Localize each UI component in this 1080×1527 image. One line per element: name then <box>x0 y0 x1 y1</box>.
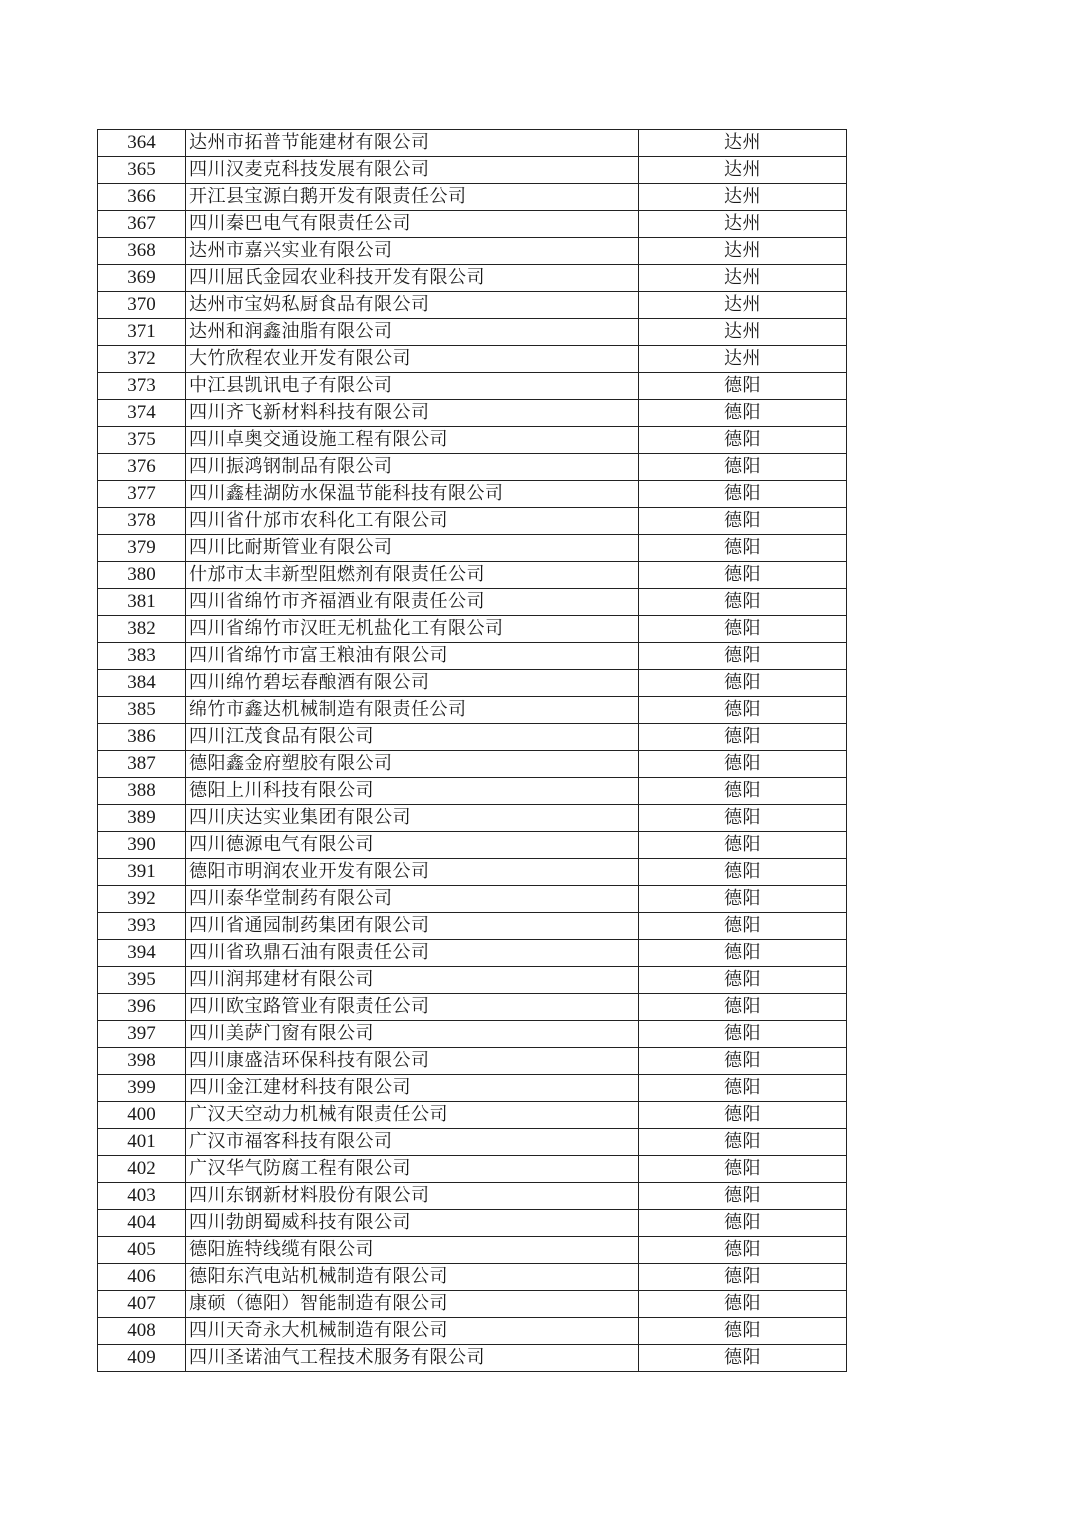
company-name-cell: 四川振鸿钢制品有限公司 <box>186 454 639 481</box>
row-number-cell: 408 <box>98 1318 186 1345</box>
table-row <box>98 616 847 643</box>
row-number-cell: 406 <box>98 1264 186 1291</box>
company-name-cell: 什邡市太丰新型阻燃剂有限责任公司 <box>186 562 639 589</box>
table-row <box>98 724 847 751</box>
row-number-cell: 385 <box>98 697 186 724</box>
city-cell: 德阳 <box>639 454 847 481</box>
row-number-cell: 405 <box>98 1237 186 1264</box>
city-cell: 德阳 <box>639 589 847 616</box>
row-number-cell: 398 <box>98 1048 186 1075</box>
row-number-cell: 386 <box>98 724 186 751</box>
table-row <box>98 1237 847 1264</box>
table-row <box>98 508 847 535</box>
row-number-cell: 409 <box>98 1345 186 1372</box>
company-name-cell: 中江县凯讯电子有限公司 <box>186 373 639 400</box>
company-name-cell: 四川美萨门窗有限公司 <box>186 1021 639 1048</box>
company-name-cell: 四川秦巴电气有限责任公司 <box>186 211 639 238</box>
row-number-cell: 374 <box>98 400 186 427</box>
table-row <box>98 886 847 913</box>
row-number-cell: 375 <box>98 427 186 454</box>
row-number-cell: 384 <box>98 670 186 697</box>
company-name-cell: 四川省通园制药集团有限公司 <box>186 913 639 940</box>
company-name-cell: 广汉天空动力机械有限责任公司 <box>186 1102 639 1129</box>
city-cell: 德阳 <box>639 967 847 994</box>
row-number-cell: 389 <box>98 805 186 832</box>
table-row <box>98 643 847 670</box>
row-number-cell: 378 <box>98 508 186 535</box>
city-cell: 德阳 <box>639 1210 847 1237</box>
row-number-cell: 394 <box>98 940 186 967</box>
city-cell: 德阳 <box>639 886 847 913</box>
table-row <box>98 292 847 319</box>
table-row <box>98 454 847 481</box>
table-row <box>98 1102 847 1129</box>
row-number-cell: 364 <box>98 130 186 157</box>
company-name-cell: 四川省玖鼎石油有限责任公司 <box>186 940 639 967</box>
table-row <box>98 859 847 886</box>
table-row <box>98 913 847 940</box>
city-cell: 达州 <box>639 130 847 157</box>
company-name-cell: 广汉华气防腐工程有限公司 <box>186 1156 639 1183</box>
row-number-cell: 390 <box>98 832 186 859</box>
city-cell: 达州 <box>639 157 847 184</box>
city-cell: 德阳 <box>639 832 847 859</box>
table-row <box>98 1021 847 1048</box>
company-name-cell: 四川勃朗蜀威科技有限公司 <box>186 1210 639 1237</box>
row-number-cell: 393 <box>98 913 186 940</box>
company-name-cell: 四川省绵竹市汉旺无机盐化工有限公司 <box>186 616 639 643</box>
company-name-cell: 四川卓奥交通设施工程有限公司 <box>186 427 639 454</box>
table-row <box>98 1210 847 1237</box>
table-row <box>98 400 847 427</box>
table-row <box>98 994 847 1021</box>
table-row <box>98 157 847 184</box>
city-cell: 德阳 <box>639 400 847 427</box>
city-cell: 德阳 <box>639 508 847 535</box>
city-cell: 德阳 <box>639 940 847 967</box>
city-cell: 德阳 <box>639 994 847 1021</box>
company-name-cell: 绵竹市鑫达机械制造有限责任公司 <box>186 697 639 724</box>
city-cell: 达州 <box>639 319 847 346</box>
row-number-cell: 402 <box>98 1156 186 1183</box>
table-row <box>98 778 847 805</box>
table-row <box>98 130 847 157</box>
company-name-cell: 四川金江建材科技有限公司 <box>186 1075 639 1102</box>
table-row <box>98 1183 847 1210</box>
company-name-cell: 德阳上川科技有限公司 <box>186 778 639 805</box>
table-row <box>98 967 847 994</box>
company-name-cell: 四川康盛洁环保科技有限公司 <box>186 1048 639 1075</box>
company-name-cell: 四川省什邡市农科化工有限公司 <box>186 508 639 535</box>
company-name-cell: 德阳鑫金府塑胶有限公司 <box>186 751 639 778</box>
company-name-cell: 大竹欣程农业开发有限公司 <box>186 346 639 373</box>
city-cell: 德阳 <box>639 1291 847 1318</box>
city-cell: 达州 <box>639 346 847 373</box>
row-number-cell: 383 <box>98 643 186 670</box>
city-cell: 达州 <box>639 265 847 292</box>
company-name-cell: 开江县宝源白鹅开发有限责任公司 <box>186 184 639 211</box>
row-number-cell: 382 <box>98 616 186 643</box>
city-cell: 德阳 <box>639 643 847 670</box>
table-row <box>98 832 847 859</box>
table-row <box>98 697 847 724</box>
row-number-cell: 380 <box>98 562 186 589</box>
city-cell: 德阳 <box>639 724 847 751</box>
table-row <box>98 184 847 211</box>
city-cell: 德阳 <box>639 697 847 724</box>
row-number-cell: 381 <box>98 589 186 616</box>
table-row <box>98 1318 847 1345</box>
table-row <box>98 535 847 562</box>
company-name-cell: 四川天奇永大机械制造有限公司 <box>186 1318 639 1345</box>
company-name-cell: 四川润邦建材有限公司 <box>186 967 639 994</box>
row-number-cell: 372 <box>98 346 186 373</box>
company-name-cell: 四川汉麦克科技发展有限公司 <box>186 157 639 184</box>
city-cell: 德阳 <box>639 1183 847 1210</box>
city-cell: 德阳 <box>639 859 847 886</box>
table-row <box>98 427 847 454</box>
table-row <box>98 589 847 616</box>
company-name-cell: 四川德源电气有限公司 <box>186 832 639 859</box>
company-name-cell: 四川江茂食品有限公司 <box>186 724 639 751</box>
table-row <box>98 265 847 292</box>
city-cell: 德阳 <box>639 1129 847 1156</box>
row-number-cell: 401 <box>98 1129 186 1156</box>
city-cell: 德阳 <box>639 778 847 805</box>
company-name-cell: 四川东钢新材料股份有限公司 <box>186 1183 639 1210</box>
table-row <box>98 1075 847 1102</box>
row-number-cell: 392 <box>98 886 186 913</box>
row-number-cell: 370 <box>98 292 186 319</box>
company-name-cell: 四川屈氏金园农业科技开发有限公司 <box>186 265 639 292</box>
company-name-cell: 广汉市福客科技有限公司 <box>186 1129 639 1156</box>
company-name-cell: 四川比耐斯管业有限公司 <box>186 535 639 562</box>
company-name-cell: 四川绵竹碧坛春酿酒有限公司 <box>186 670 639 697</box>
city-cell: 达州 <box>639 184 847 211</box>
city-cell: 德阳 <box>639 805 847 832</box>
table-row <box>98 346 847 373</box>
row-number-cell: 368 <box>98 238 186 265</box>
city-cell: 达州 <box>639 211 847 238</box>
row-number-cell: 396 <box>98 994 186 1021</box>
table-row <box>98 940 847 967</box>
row-number-cell: 397 <box>98 1021 186 1048</box>
city-cell: 德阳 <box>639 1237 847 1264</box>
company-name-cell: 康硕（德阳）智能制造有限公司 <box>186 1291 639 1318</box>
table-row <box>98 211 847 238</box>
city-cell: 德阳 <box>639 616 847 643</box>
company-name-cell: 达州市宝妈私厨食品有限公司 <box>186 292 639 319</box>
row-number-cell: 365 <box>98 157 186 184</box>
table-row <box>98 481 847 508</box>
city-cell: 德阳 <box>639 1102 847 1129</box>
row-number-cell: 371 <box>98 319 186 346</box>
city-cell: 德阳 <box>639 1075 847 1102</box>
row-number-cell: 379 <box>98 535 186 562</box>
company-name-cell: 达州市拓普节能建材有限公司 <box>186 130 639 157</box>
row-number-cell: 391 <box>98 859 186 886</box>
row-number-cell: 377 <box>98 481 186 508</box>
company-name-cell: 四川圣诺油气工程技术服务有限公司 <box>186 1345 639 1372</box>
city-cell: 德阳 <box>639 1345 847 1372</box>
city-cell: 德阳 <box>639 535 847 562</box>
row-number-cell: 395 <box>98 967 186 994</box>
table-row <box>98 238 847 265</box>
table-row <box>98 805 847 832</box>
row-number-cell: 407 <box>98 1291 186 1318</box>
company-name-cell: 四川庆达实业集团有限公司 <box>186 805 639 832</box>
city-cell: 德阳 <box>639 1156 847 1183</box>
row-number-cell: 376 <box>98 454 186 481</box>
table-row <box>98 1291 847 1318</box>
table-row <box>98 751 847 778</box>
table-row <box>98 1048 847 1075</box>
city-cell: 德阳 <box>639 562 847 589</box>
city-cell: 德阳 <box>639 1048 847 1075</box>
table-row <box>98 1129 847 1156</box>
city-cell: 德阳 <box>639 427 847 454</box>
city-cell: 德阳 <box>639 373 847 400</box>
city-cell: 德阳 <box>639 751 847 778</box>
row-number-cell: 388 <box>98 778 186 805</box>
row-number-cell: 404 <box>98 1210 186 1237</box>
company-name-cell: 德阳东汽电站机械制造有限公司 <box>186 1264 639 1291</box>
row-number-cell: 366 <box>98 184 186 211</box>
table-row <box>98 319 847 346</box>
company-name-cell: 达州和润鑫油脂有限公司 <box>186 319 639 346</box>
table-row <box>98 1156 847 1183</box>
row-number-cell: 367 <box>98 211 186 238</box>
row-number-cell: 400 <box>98 1102 186 1129</box>
row-number-cell: 387 <box>98 751 186 778</box>
table-body <box>98 130 847 1372</box>
row-number-cell: 399 <box>98 1075 186 1102</box>
company-name-cell: 四川欧宝路管业有限责任公司 <box>186 994 639 1021</box>
city-cell: 德阳 <box>639 670 847 697</box>
city-cell: 德阳 <box>639 913 847 940</box>
table-row <box>98 373 847 400</box>
company-name-cell: 四川省绵竹市齐福酒业有限责任公司 <box>186 589 639 616</box>
row-number-cell: 403 <box>98 1183 186 1210</box>
city-cell: 达州 <box>639 292 847 319</box>
company-name-cell: 四川省绵竹市富王粮油有限公司 <box>186 643 639 670</box>
city-cell: 德阳 <box>639 1264 847 1291</box>
company-name-cell: 达州市嘉兴实业有限公司 <box>186 238 639 265</box>
company-list-table <box>97 129 847 1372</box>
table-row <box>98 1264 847 1291</box>
company-name-cell: 德阳市明润农业开发有限公司 <box>186 859 639 886</box>
city-cell: 达州 <box>639 238 847 265</box>
row-number-cell: 369 <box>98 265 186 292</box>
table-row <box>98 670 847 697</box>
city-cell: 德阳 <box>639 481 847 508</box>
city-cell: 德阳 <box>639 1318 847 1345</box>
city-cell: 德阳 <box>639 1021 847 1048</box>
company-name-cell: 四川鑫桂湖防水保温节能科技有限公司 <box>186 481 639 508</box>
table-row <box>98 1345 847 1372</box>
table-row <box>98 562 847 589</box>
row-number-cell: 373 <box>98 373 186 400</box>
company-name-cell: 四川齐飞新材料科技有限公司 <box>186 400 639 427</box>
company-name-cell: 四川泰华堂制药有限公司 <box>186 886 639 913</box>
company-name-cell: 德阳旌特线缆有限公司 <box>186 1237 639 1264</box>
